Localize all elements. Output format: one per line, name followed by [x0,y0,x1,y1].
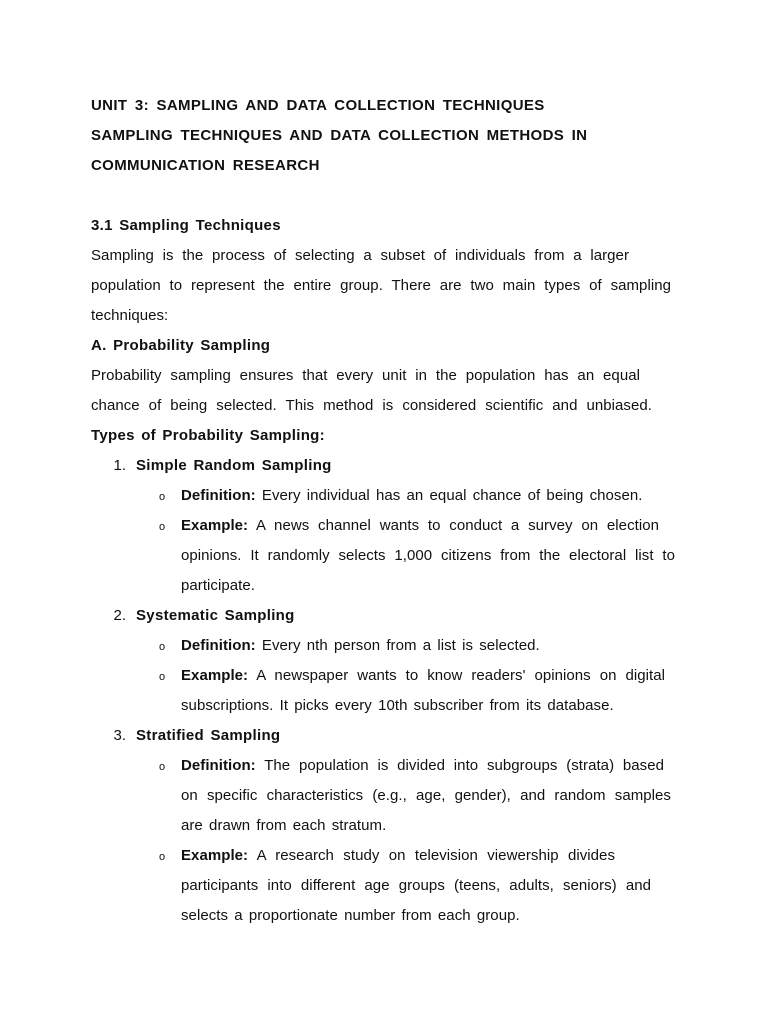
list-item-title: Systematic Sampling [136,607,295,624]
example-label: Example: [181,847,249,864]
definition-text [181,486,642,506]
definition-label: Definition: [181,757,256,774]
definition-label: Definition: [181,487,256,504]
definition-line: are drawn from each stratum. [181,817,387,834]
subsection-heading: A. Probability Sampling [91,337,271,354]
document-title-line-1: SAMPLING TECHNIQUES AND DATA COLLECTION METHODS IN [91,127,588,144]
example-label: Example: [181,517,249,534]
definition-text [181,756,664,776]
intro-line-1: Sampling is the process of selecting a subset of individuals from a larger [91,247,629,264]
example-line: subscriptions. It picks every 10th subscriber from its database. [181,697,614,714]
bullet-icon: o [158,851,166,863]
definition-label: Definition: [181,637,256,654]
definition-body: The population is divided into subgroups (strata) based [255,757,664,774]
list-number: 1. [113,457,126,474]
example-text [181,516,659,536]
list-item-title: Simple Random Sampling [136,457,332,474]
example-body: A research study on television viewership divides [248,847,615,864]
document-title-line-2: COMMUNICATION RESEARCH [91,157,320,174]
definition-line: on specific characteristics (e.g., age, gender), and random samples [181,787,671,804]
list-number: 2. [113,607,126,624]
bullet-icon: o [158,521,166,533]
example-text [181,666,665,686]
bullet-icon: o [158,491,166,503]
definition-body: Every nth person from a list is selected. [255,637,540,654]
unit-title: UNIT 3: SAMPLING AND DATA COLLECTION TECHNIQUES [91,97,545,114]
types-heading: Types of Probability Sampling: [91,427,325,444]
definition-body: Every individual has an equal chance of being chosen. [255,487,643,504]
list-number: 3. [113,727,126,744]
section-heading: 3.1 Sampling Techniques [91,217,281,234]
bullet-icon: o [158,641,166,653]
intro-line-3: techniques: [91,307,169,324]
bullet-icon: o [158,671,166,683]
list-item-title: Stratified Sampling [136,727,281,744]
example-label: Example: [181,667,249,684]
example-body: A news channel wants to conduct a survey on election [248,517,659,534]
example-body: A newspaper wants to know readers' opinions on digital [248,667,665,684]
example-text [181,846,615,866]
intro-line-2: population to represent the entire group. There are two main types of sampling [91,277,671,294]
example-line: selects a proportionate number from each group. [181,907,520,924]
probability-line-1: Probability sampling ensures that every unit in the population has an equal [91,367,640,384]
example-line: participate. [181,577,255,594]
example-line: opinions. It randomly selects 1,000 citizens from the electoral list to [181,547,675,564]
bullet-icon: o [158,761,166,773]
example-line: participants into different age groups (teens, adults, seniors) and [181,877,651,894]
definition-text [181,636,540,656]
probability-line-2: chance of being selected. This method is considered scientific and unbiased. [91,397,652,414]
